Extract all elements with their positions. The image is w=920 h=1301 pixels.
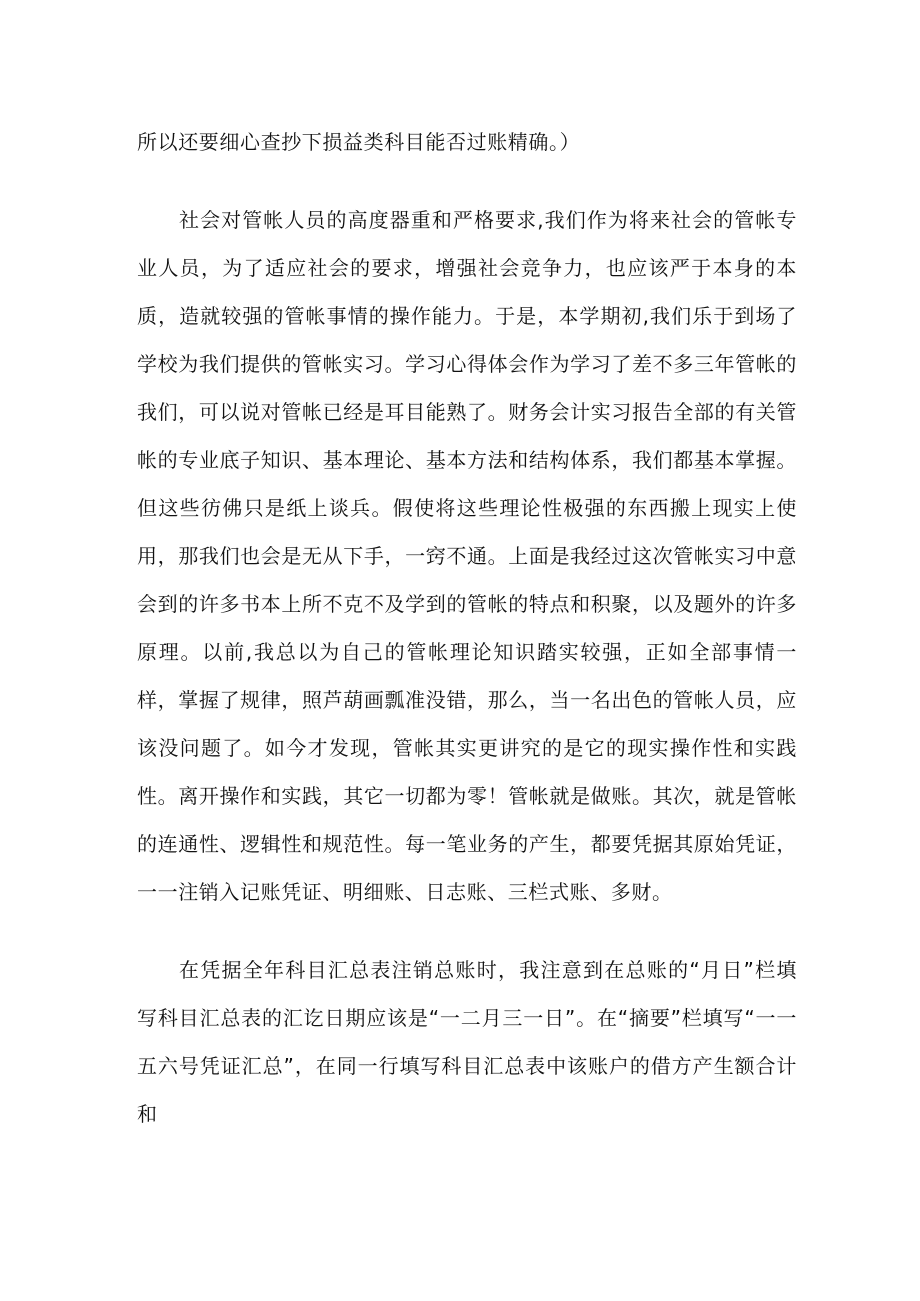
paragraph-accounting-practice: 社会对管帐人员的高度器重和严格要求,我们作为将来社会的管帐专业人员，为了适应社会的要求，增强社会竞争力，也应该严于本身的本质，造就较强的管帐事情的操作能力。于是，本学期初,我们乐于到场了学校为我们提供的管帐实习。学习心得体会作为学习了差不多三年管帐的我们，可以说对管帐已经是耳目能熟了。财务会计实习报告全部的有关管帐的专业底子知识、基本理论、基本方法和结构体系，我们都基本掌握。但这些彷佛只是纸上谈兵。假使将这些理论性极强的东西搬上现实上使用，那我们也会是无从下手，一窍不通。上面是我经过这次管帐实习中意会到的许多书本上所不克不及学到的管帐的特点和积聚，以及题外的许多原理。以前,我总以为自己的管帐理论知识踏实较强，正如全部事情一样，掌握了规律，照芦葫画瓢准没错，那么，当一名出色的管帐人员，应该没问题了。如今才发现，管帐其实更讲究的是它的现实操作性和实践性。离开操作和实践，其它一切都为零！管帐就是做账。其次，就是管帐的连通性、逻辑性和规范性。每一笔业务的产生，都要凭据其原始凭证，一一注销入记账凭证、明细账、日志账、三栏式账、多财。 [137, 208, 797, 904]
paragraph-general-ledger: 在凭据全年科目汇总表注销总账时，我注意到在总账的“月日”栏填写科目汇总表的汇讫日期应该是“一二月三一日”。在“摘要”栏填写“一一五六号凭证汇总”，在同一行填写科目汇总表中该账户的借方产生额合计和 [137, 958, 797, 1126]
paragraph-continuation: 所以还要细心查抄下损益类科目能否过账精确。） [137, 130, 581, 154]
document-body [137, 118, 797, 1138]
